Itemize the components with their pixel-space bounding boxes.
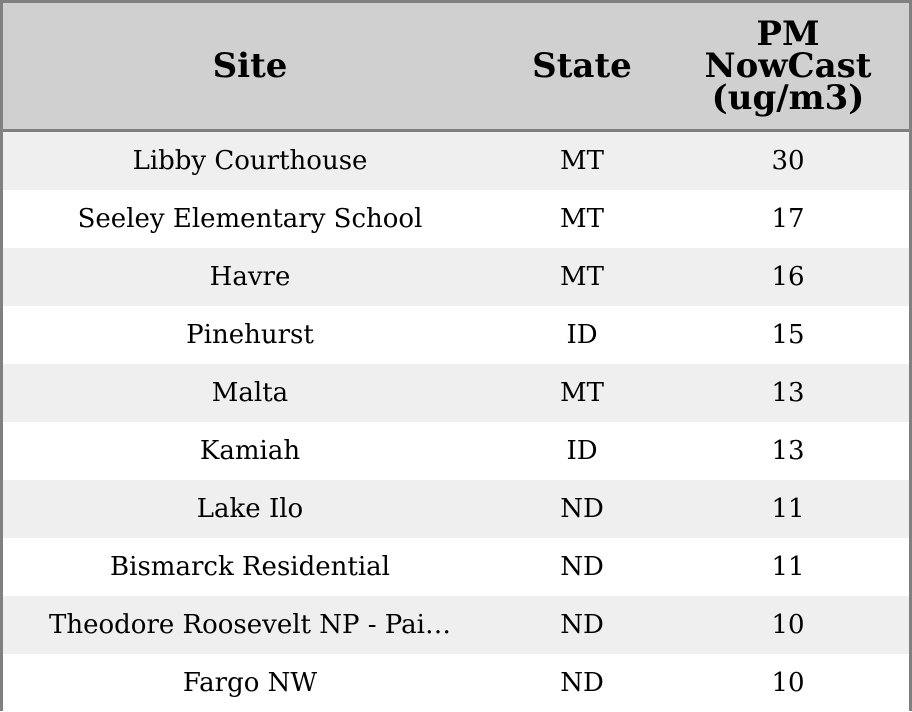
pm-nowcast-cell: 11	[771, 552, 805, 582]
site-cell: Bismarck Residential	[110, 552, 390, 582]
pm-nowcast-cell: 15	[771, 320, 805, 350]
site-cell: Kamiah	[199, 436, 301, 466]
table-row	[3, 190, 909, 248]
column-header-site: Site	[212, 46, 288, 86]
state-cell: ID	[566, 320, 598, 350]
site-cell: Pinehurst	[186, 320, 314, 350]
pm-nowcast-cell: 16	[771, 262, 805, 292]
state-cell: ND	[560, 610, 604, 640]
state-cell: ND	[560, 552, 604, 582]
table-row	[3, 538, 909, 596]
site-cell: Libby Courthouse	[132, 146, 368, 176]
table-row	[3, 654, 909, 712]
state-cell: ND	[560, 494, 604, 524]
state-cell: ID	[566, 436, 598, 466]
state-cell: MT	[560, 378, 604, 408]
pm-nowcast-cell: 17	[771, 204, 805, 234]
pm-nowcast-cell: 10	[771, 610, 805, 640]
pm-nowcast-cell: 13	[771, 436, 805, 466]
table-row	[3, 422, 909, 480]
site-cell: Lake Ilo	[196, 494, 304, 524]
table-row	[3, 248, 909, 306]
state-cell: ND	[560, 668, 604, 698]
column-header-pm-nowcast: PM NowCast (ug/m3)	[704, 14, 872, 118]
site-cell: Theodore Roosevelt NP - Pai…	[49, 610, 451, 640]
table-row	[3, 480, 909, 538]
state-cell: MT	[560, 146, 604, 176]
site-cell: Seeley Elementary School	[77, 204, 423, 234]
site-cell: Havre	[209, 262, 291, 292]
state-cell: MT	[560, 262, 604, 292]
pm-nowcast-cell: 11	[771, 494, 805, 524]
table-row	[3, 364, 909, 422]
site-cell: Malta	[211, 378, 289, 408]
table-row	[3, 306, 909, 364]
pm-nowcast-cell: 13	[771, 378, 805, 408]
state-cell: MT	[560, 204, 604, 234]
table-row	[3, 132, 909, 190]
table-header	[3, 3, 909, 132]
column-header-state: State	[532, 46, 632, 86]
pm-nowcast-cell: 30	[771, 146, 805, 176]
table-row	[3, 596, 909, 654]
pm-nowcast-cell: 10	[771, 668, 805, 698]
site-cell: Fargo NW	[182, 668, 318, 698]
